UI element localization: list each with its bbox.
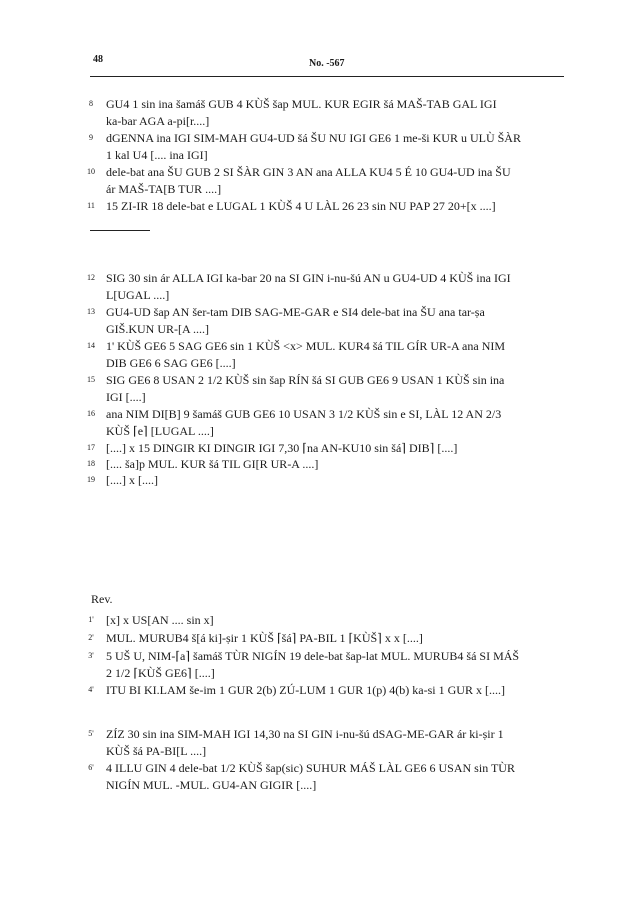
line-number: 15 <box>87 375 95 384</box>
line-number: 3' <box>88 651 94 660</box>
line-text: 15 ZI-IR 18 dele-bat e LUGAL 1 KÙŠ 4 U LÀL 26 23 sin NU PAP 27 20+[x ....] <box>106 199 496 213</box>
line-number: 9 <box>89 133 93 142</box>
line-number: 1' <box>88 615 94 624</box>
line-text: [....] x [....] <box>106 473 158 487</box>
document-number: No. -567 <box>309 58 345 69</box>
line-text: [.... ša]p MUL. KUR šá TIL GI[R UR-A ....] <box>106 457 319 471</box>
line-text: 1 kal U4 [.... ina IGI] <box>106 148 208 162</box>
line-number: 13 <box>87 307 95 316</box>
line-text: 5 UŠ U, NIM-⌈a⌉ šamáš TÙR NIGÍN 19 dele-bat šap-lat MUL. MURUB4 šá SI MÁŠ <box>106 649 520 663</box>
line-text: ZÍZ 30 sin ina SIM-MAH IGI 14,30 na SI GIN i-nu-šú dSAG-ME-GAR ár ki-ṣir 1 <box>106 727 504 741</box>
line-number: 5' <box>88 729 94 738</box>
line-number: 10 <box>87 167 95 176</box>
line-text: 1' KÙŠ GE6 5 SAG GE6 sin 1 KÙŠ <x> MUL. KUR4 šá TIL GÍR UR-A ana NIM <box>106 339 506 353</box>
line-text: dele-bat ana ŠU GUB 2 SI ŠÀR GIN 3 AN ana ALLA KU4 5 É 10 GU4-UD ina ŠU <box>106 165 511 179</box>
line-text: ITU BI KI.LAM še-im 1 GUR 2(b) ZÚ-LUM 1 GUR 1(p) 4(b) ka-si 1 GUR x [....] <box>106 683 505 697</box>
line-text: ana NIM DI[B] 9 šamáš GUB GE6 10 USAN 3 1/2 KÙŠ sin e SI, LÀL 12 AN 2/3 <box>106 407 502 421</box>
line-text: ár MAŠ-TA[B TUR ....] <box>106 182 222 196</box>
line-text: 2 1/2 ⌈KÙŠ GE6⌉ [....] <box>106 666 215 680</box>
line-text: KÙŠ šá PA-BI[L ....] <box>106 744 207 758</box>
line-number: 12 <box>87 273 95 282</box>
line-number: 2' <box>88 633 94 642</box>
line-text: [....] x 15 DINGIR KI DINGIR IGI 7,30 ⌈na AN-KU10 sin šá⌉ DIB⌉ [....] <box>106 441 458 455</box>
line-text: 4 ILLU GIN 4 dele-bat 1/2 KÙŠ šap(sic) SUHUR MÁŠ LÀL GE6 6 USAN sin TÙR <box>106 761 515 775</box>
line-number: 4' <box>88 685 94 694</box>
header-rule <box>90 76 564 77</box>
line-number: 6' <box>88 763 94 772</box>
page-number: 48 <box>93 54 103 65</box>
line-number: 11 <box>87 201 95 210</box>
line-text: GU4 1 sin ina šamáš GUB 4 KÙŠ šap MUL. KUR EGIR šá MAŠ-TAB GAL IGI <box>106 97 497 111</box>
line-number: 17 <box>87 443 95 452</box>
line-number: 8 <box>89 99 93 108</box>
line-number: 18 <box>87 459 95 468</box>
line-text: SIG 30 sin ár ALLA IGI ka-bar 20 na SI GIN i-nu-šú AN u GU4-UD 4 KÙŠ ina IGI <box>106 271 511 285</box>
line-text: KÙŠ ⌈e⌉ [LUGAL ....] <box>106 424 214 438</box>
line-text: GU4-UD šap AN šer-tam DIB SAG-ME-GAR e SI4 dele-bat ina ŠU ana tar-ṣa <box>106 305 485 319</box>
line-text: GIŠ.KUN UR-[A ....] <box>106 322 209 336</box>
line-text: L[UGAL ....] <box>106 288 170 302</box>
line-number: 19 <box>87 475 95 484</box>
line-text: ka-bar AGA a-pi[r....] <box>106 114 210 128</box>
line-number: 14 <box>87 341 95 350</box>
line-text: SIG GE6 8 USAN 2 1/2 KÙŠ sin šap RÍN šá SI GUB GE6 9 USAN 1 KÙŠ sin ina <box>106 373 505 387</box>
reverse-label: Rev. <box>91 592 113 606</box>
line-text: dGENNA ina IGI SIM-MAH GU4-UD šá ŠU NU IGI GE6 1 me-ši KUR u ULÙ ŠÀR <box>106 131 521 145</box>
line-text: MUL. MURUB4 š[á ki]-ṣir 1 KÙŠ ⌈šá⌉ PA-BIL 1 ⌈KÙŠ⌉ x x [....] <box>106 631 423 645</box>
line-text: IGI [....] <box>106 390 146 404</box>
line-text: [x] x US[AN .... sin x] <box>106 613 214 627</box>
line-text: DIB GE6 6 SAG GE6 [....] <box>106 356 236 370</box>
line-text: NIGÍN MUL. -MUL. GU4-AN GIGIR [....] <box>106 778 317 792</box>
section-divider <box>90 230 150 231</box>
line-number: 16 <box>87 409 95 418</box>
